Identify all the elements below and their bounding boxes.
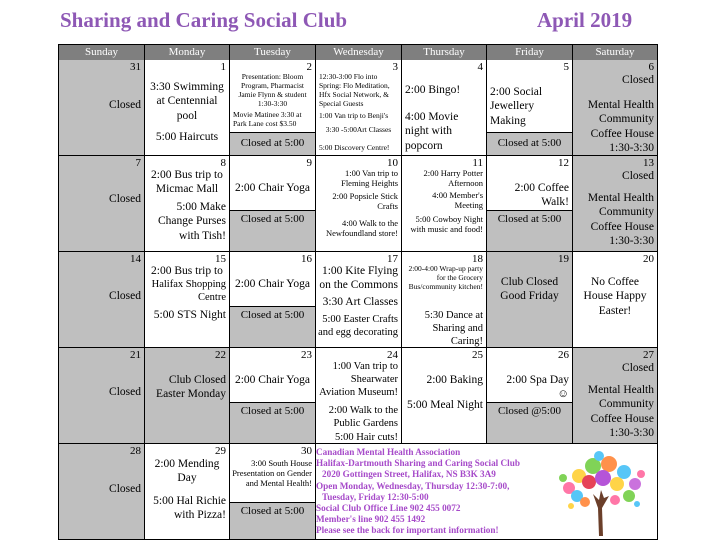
- day-number: 10: [387, 157, 398, 169]
- event-text: Closed: [109, 483, 141, 495]
- event-text: 2:00 Chair Yoga: [234, 182, 311, 194]
- event-text: Mental Health Community Coffee House 1:30-3:30: [587, 192, 654, 248]
- day-number: 13: [643, 157, 654, 169]
- event-text: 2:00-4:00 Wrap-up party for the Grocery Bus/community kitchen!: [408, 264, 483, 291]
- day-number: 20: [643, 253, 654, 265]
- day-number: 25: [472, 349, 483, 361]
- event-text: 4:00 Walk to the Newfoundland store!: [326, 218, 398, 239]
- event-text: Mental Health Community Coffee House 1:30-3:30: [587, 384, 654, 440]
- event-text: 5:00 STS Night: [153, 309, 226, 321]
- day-cell: [59, 348, 145, 444]
- event-text: Closed: [109, 386, 141, 398]
- event-text: 2:00 Chair Yoga: [234, 278, 311, 290]
- day-cell: [573, 252, 657, 348]
- day-number: 9: [306, 157, 312, 169]
- day-cell: [573, 60, 657, 156]
- event-text: 3:30 -5:00Art Classes: [325, 125, 392, 134]
- info-line: Please see the back for important information!: [316, 525, 499, 536]
- day-cell: [59, 444, 145, 539]
- day-number: 8: [220, 157, 226, 169]
- info-line: Halifax-Dartmouth Sharing and Caring Social Club: [316, 458, 520, 469]
- closed-note: Closed at 5:00: [487, 210, 572, 251]
- closed-note: Closed at 5:00: [230, 210, 315, 251]
- day-number: 7: [135, 157, 141, 169]
- event-text: 2:00 Chair Yoga: [234, 374, 311, 386]
- event-text: 2:00 Bingo!: [405, 84, 461, 96]
- header-wednesday: Wednesday: [316, 45, 402, 60]
- day-number: 1: [220, 61, 226, 73]
- header-friday: Friday: [487, 45, 573, 60]
- info-line: 2020 Gottingen Street, Halifax, NS B3K 3A9: [322, 469, 496, 480]
- day-number: 12: [558, 157, 569, 169]
- event-text: Halifax Shopping Centre: [151, 279, 226, 304]
- day-cell: [59, 60, 145, 156]
- event-text: 2:00 Coffee Walk!: [514, 182, 569, 209]
- header-tuesday: Tuesday: [230, 45, 316, 60]
- event-text: 4:00 Member's Meeting: [432, 190, 483, 211]
- info-line: Social Club Office Line 902 455 0072: [316, 503, 461, 514]
- day-number: 22: [215, 349, 226, 361]
- day-number: 28: [130, 445, 141, 457]
- event-text: Closed: [109, 99, 141, 111]
- event-text: 2:00 Mending Day: [154, 458, 220, 485]
- day-cell: [316, 156, 402, 252]
- event-text: 2:00 Spa Day: [506, 374, 569, 386]
- day-number: 23: [301, 349, 312, 361]
- event-text: 3:00 South House Presentation on Gender and Mental Health!: [232, 458, 312, 489]
- event-text: Club Closed Good Friday: [500, 276, 559, 303]
- day-number: 6: [648, 61, 654, 73]
- day-cell: [402, 348, 487, 444]
- closed-note: Closed at 5:00: [230, 306, 315, 347]
- day-number: 16: [301, 253, 312, 265]
- info-line: Open Monday, Wednesday, Thursday 12:30-7:00,: [316, 480, 510, 491]
- event-text: 2:00 Harry Potter Afternoon: [423, 168, 483, 189]
- event-text: Presentation: Bloom Program, Pharmacist Jamie Flynn & student 1:30-3:30: [238, 72, 307, 108]
- event-text: 12:30-3:00 Flo into Spring: Flo Meditation, Hfx Social Network, & Special Guests: [319, 72, 390, 108]
- event-text: Closed: [622, 170, 654, 182]
- day-cell: [145, 444, 230, 539]
- event-text: 2:00 Baking: [426, 374, 483, 386]
- event-text: 3:30 Swimming at Centennial pool: [150, 81, 224, 122]
- event-text: 1:00 Van trip to Shearwater Aviation Museum!: [319, 361, 398, 399]
- event-text: 1:00 Van trip to Benji's: [319, 111, 389, 120]
- header-saturday: Saturday: [573, 45, 657, 60]
- smiley-icon: ☺: [557, 388, 569, 400]
- day-cell: [59, 156, 145, 252]
- event-text: Closed: [622, 74, 654, 86]
- day-number: 29: [215, 445, 226, 457]
- day-number: 17: [387, 253, 398, 265]
- event-text: 5:00 Cowboy Night with music and food!: [410, 214, 483, 235]
- day-number: 3: [392, 61, 398, 73]
- day-cell: [487, 348, 573, 444]
- day-cell: [316, 60, 402, 156]
- club-title: Sharing and Caring Social Club: [60, 8, 348, 32]
- header-monday: Monday: [145, 45, 230, 60]
- tree-icon: [549, 448, 655, 538]
- closed-note: Closed at 5:00: [230, 132, 315, 155]
- event-text: 5:00 Discovery Centre!: [319, 143, 390, 152]
- day-number: 11: [472, 157, 483, 169]
- info-line: Tuesday, Friday 12:30-5:00: [322, 491, 429, 502]
- event-text: No Coffee House Happy Easter!: [583, 276, 647, 317]
- event-text: Closed: [109, 290, 141, 302]
- event-text: 3:30 Art Classes: [322, 296, 398, 308]
- event-text: 2:00 Walk to the Public Gardens: [328, 405, 398, 430]
- day-cell: [145, 348, 230, 444]
- closed-note: Closed at 5:00: [230, 502, 315, 539]
- day-cell: [145, 60, 230, 156]
- closed-note: Closed @5:00: [487, 402, 572, 443]
- event-text: 1:00 Kite Flying on the Commons: [319, 265, 398, 292]
- event-text: 5:00 Meal Night: [406, 399, 483, 411]
- day-number: 18: [472, 253, 483, 265]
- day-cell: [59, 252, 145, 348]
- day-number: 4: [477, 61, 483, 73]
- day-cell: [316, 252, 402, 348]
- header-thursday: Thursday: [402, 45, 487, 60]
- day-cell: [230, 60, 316, 156]
- day-cell: [145, 252, 230, 348]
- event-text: 5:00 Hal Richie with Pizza!: [153, 495, 226, 522]
- event-text: Movie Matinee 3:30 at Park Lane cost $3.50: [233, 110, 302, 128]
- day-cell: [487, 252, 573, 348]
- event-text: 5:00 Easter Crafts and egg decorating: [318, 314, 398, 339]
- day-number: 24: [387, 349, 398, 361]
- info-line: Canadian Mental Health Association: [316, 447, 461, 457]
- event-text: Closed: [109, 193, 141, 205]
- day-cell: [230, 252, 316, 348]
- day-number: 2: [306, 61, 312, 73]
- day-number: 31: [130, 61, 141, 73]
- day-cell: [487, 60, 573, 156]
- day-number: 21: [130, 349, 141, 361]
- club-info: [316, 447, 552, 537]
- header-sunday: Sunday: [59, 45, 145, 60]
- day-cell: [573, 348, 657, 444]
- day-cell: [230, 444, 316, 539]
- event-text: Mental Health Community Coffee House 1:30-3:30: [587, 99, 654, 155]
- day-number: 27: [643, 349, 654, 361]
- day-cell: [145, 156, 230, 252]
- info-line: Member's line 902 455 1492: [316, 514, 426, 525]
- event-text: 4:00 Movie night with popcorn: [405, 111, 459, 152]
- event-text: Club Closed Easter Monday: [156, 374, 226, 401]
- event-text: 2:00 Bus trip to: [151, 265, 223, 277]
- event-text: Closed: [622, 362, 654, 374]
- event-text: 2:00 Social Jewellery Making: [490, 86, 543, 127]
- event-text: 1:00 Van trip to Fleming Heights: [341, 168, 398, 189]
- day-cell: [402, 60, 487, 156]
- day-cell: [402, 156, 487, 252]
- event-text: 2:00 Bus trip to Micmac Mall: [151, 169, 223, 196]
- month-title: April 2019: [537, 8, 633, 32]
- day-number: 19: [558, 253, 569, 265]
- event-text: 5:30 Dance at Sharing and Caring!: [424, 310, 483, 348]
- day-cell: [230, 348, 316, 444]
- day-cell: [487, 156, 573, 252]
- day-number: 30: [301, 445, 312, 457]
- day-cell: [230, 156, 316, 252]
- event-text: 2:00 Popsicle Stick Crafts: [332, 191, 398, 212]
- day-number: 14: [130, 253, 141, 265]
- closed-note: Closed at 5:00: [230, 402, 315, 443]
- event-text: 5:00 Hair cuts!: [335, 432, 398, 443]
- day-number: 5: [563, 61, 569, 73]
- day-cell: [316, 348, 402, 444]
- closed-note: Closed at 5:00: [487, 132, 572, 155]
- day-cell: [573, 156, 657, 252]
- day-number: 26: [558, 349, 569, 361]
- day-cell: [402, 252, 487, 348]
- event-text: 5:00 Haircuts: [155, 131, 219, 143]
- day-number: 15: [215, 253, 226, 265]
- event-text: 5:00 Make Change Purses with Tish!: [157, 201, 226, 242]
